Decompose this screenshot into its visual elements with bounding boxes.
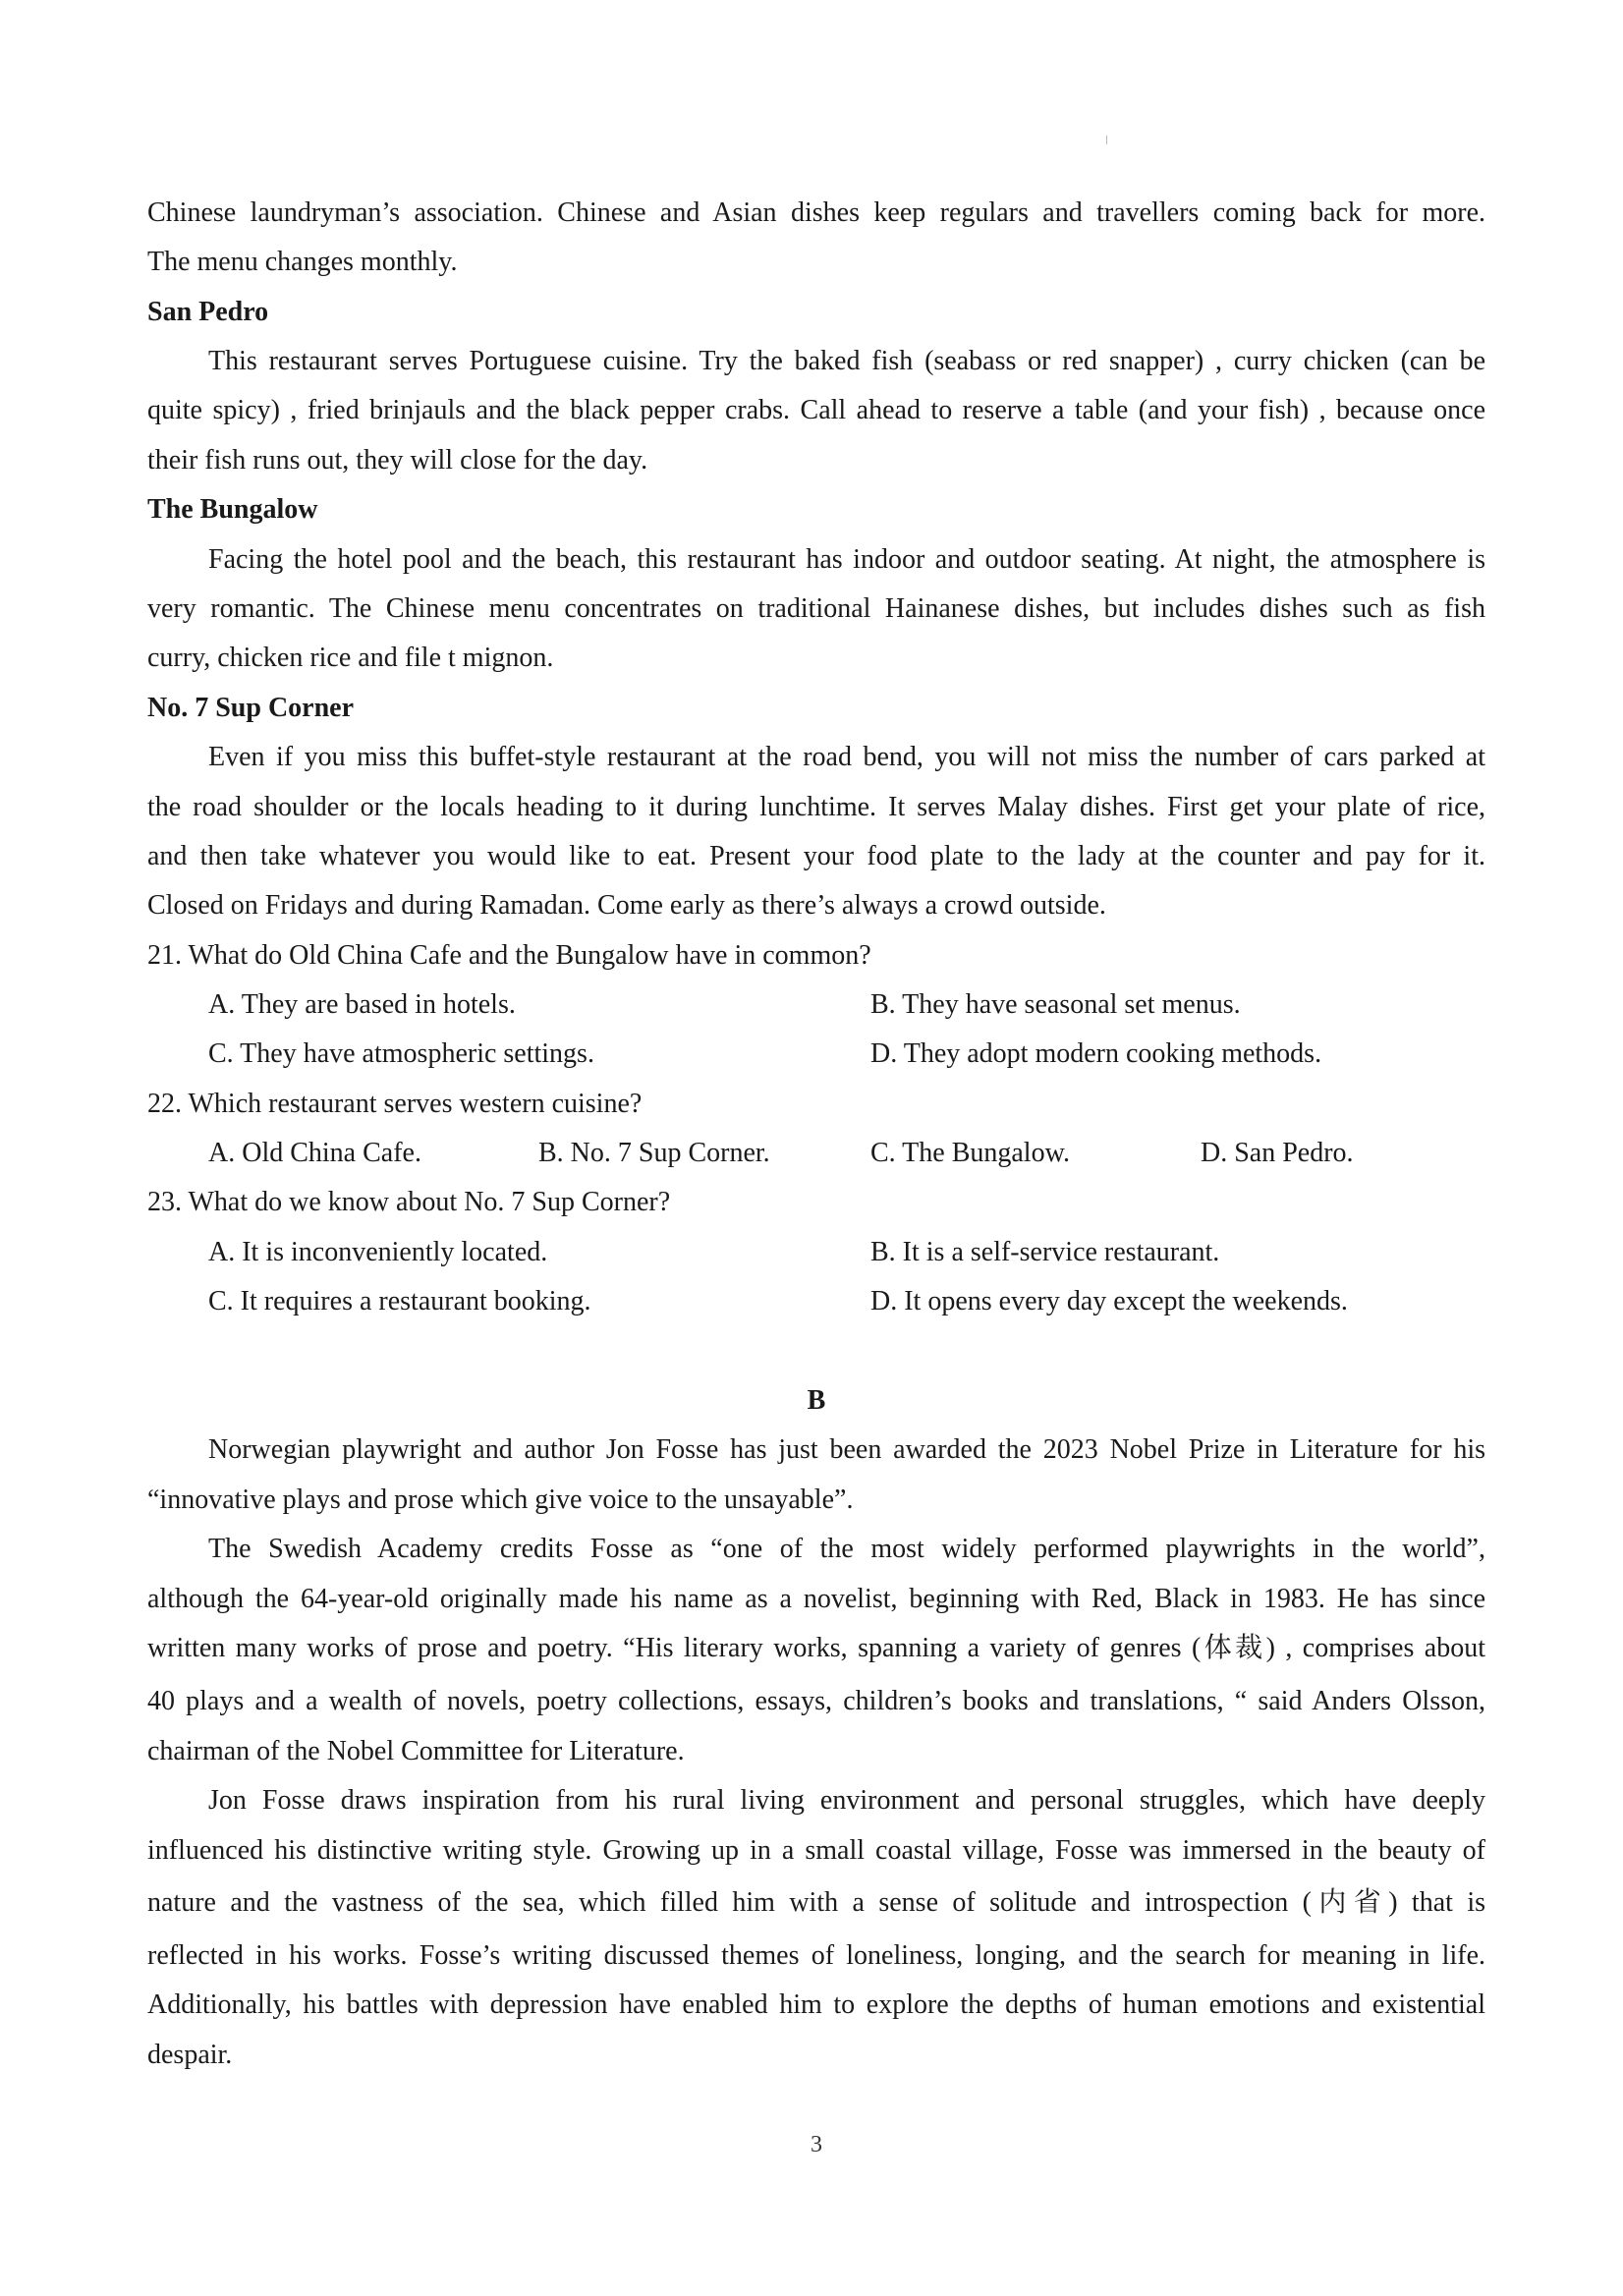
option-d[interactable]: D. It opens every day except the weekends. (870, 1286, 1348, 1316)
paragraph-line: written many works of prose and poetry. “His literary works, spanning a variety of genres (体裁) , comprises about (147, 1633, 1485, 1663)
intro-line: The menu changes monthly. (147, 247, 458, 277)
option-b[interactable]: B. It is a self-service restaurant. (870, 1237, 1220, 1267)
option-d[interactable]: D. They adopt modern cooking methods. (870, 1038, 1322, 1069)
paragraph-line: curry, chicken rice and file t mignon. (147, 643, 554, 673)
paragraph-line: despair. (147, 2040, 233, 2070)
option-a[interactable]: A. They are based in hotels. (208, 989, 516, 1020)
paragraph-line: reflected in his works. Fosse’s writing discussed themes of loneliness, longing, and the search for meaning in life. (147, 1940, 1485, 1971)
intro-line: Chinese laundryman’s association. Chinese and Asian dishes keep regulars and travellers coming back for more. (147, 197, 1485, 228)
option-c[interactable]: C. It requires a restaurant booking. (208, 1286, 591, 1316)
paragraph-line: Jon Fosse draws inspiration from his rural living environment and personal struggles, which have deeply (208, 1785, 1485, 1816)
paragraph-line: chairman of the Nobel Committee for Literature. (147, 1736, 685, 1766)
paragraph-line: Facing the hotel pool and the beach, this restaurant has indoor and outdoor seating. At night, the atmosphere is (208, 544, 1485, 575)
paragraph-line: their fish runs out, they will close for the day. (147, 445, 648, 476)
question-stem: 21. What do Old China Cafe and the Bungalow have in common? (147, 940, 871, 971)
restaurant-title-sup-corner: No. 7 Sup Corner (147, 693, 355, 723)
paragraph-line: Norwegian playwright and author Jon Fosse has just been awarded the 2023 Nobel Prize in Literature for his (208, 1434, 1485, 1465)
paragraph-line: very romantic. The Chinese menu concentrates on traditional Hainanese dishes, but includes dishes such as fish (147, 593, 1485, 624)
scan-mark (1106, 136, 1107, 144)
paragraph-line: nature and the vastness of the sea, which filled him with a sense of solitude and introspection (内省) that is (147, 1887, 1485, 1918)
option-b[interactable]: B. They have seasonal set menus. (870, 989, 1241, 1020)
paragraph-line: Additionally, his battles with depression have enabled him to explore the depths of human emotions and existential (147, 1989, 1485, 2020)
question-stem: 23. What do we know about No. 7 Sup Corner? (147, 1187, 671, 1217)
paragraph-line: although the 64-year-old originally made his name as a novelist, beginning with Red, Black in 1983. He has since (147, 1584, 1485, 1614)
paragraph-line: the road shoulder or the locals heading to it during lunchtime. It serves Malay dishes. First get your plate of rice, (147, 792, 1485, 822)
question-stem: 22. Which restaurant serves western cuisine? (147, 1089, 643, 1119)
restaurant-title-san-pedro: San Pedro (147, 297, 269, 327)
paragraph-line: and then take whatever you would like to eat. Present your food plate to the lady at the counter and pay for it. (147, 841, 1485, 871)
option-a[interactable]: A. It is inconveniently located. (208, 1237, 548, 1267)
option-c[interactable]: C. The Bungalow. (870, 1138, 1070, 1168)
page-number: 3 (811, 2132, 822, 2157)
option-c[interactable]: C. They have atmospheric settings. (208, 1038, 594, 1069)
section-heading-b: B (807, 1385, 826, 1416)
paragraph-line: 40 plays and a wealth of novels, poetry collections, essays, children’s books and translations, “ said Anders Olsson, (147, 1686, 1485, 1716)
paragraph-line: Closed on Fridays and during Ramadan. Come early as there’s always a crowd outside. (147, 890, 1106, 921)
restaurant-title-bungalow: The Bungalow (147, 494, 318, 525)
paragraph-line: Even if you miss this buffet-style restaurant at the road bend, you will not miss the number of cars parked at (208, 742, 1485, 772)
option-a[interactable]: A. Old China Cafe. (208, 1138, 421, 1168)
paragraph-line: “innovative plays and prose which give voice to the unsayable”. (147, 1484, 854, 1515)
paragraph-line: quite spicy) , fried brinjauls and the black pepper crabs. Call ahead to reserve a table (and your fish) , because once (147, 395, 1485, 425)
option-b[interactable]: B. No. 7 Sup Corner. (538, 1138, 770, 1168)
paragraph-line: This restaurant serves Portuguese cuisine. Try the baked fish (seabass or red snapper) , curry chicken (can be (208, 346, 1485, 376)
option-d[interactable]: D. San Pedro. (1201, 1138, 1354, 1168)
paragraph-line: The Swedish Academy credits Fosse as “one of the most widely performed playwrights in the world”, (208, 1534, 1485, 1564)
paragraph-line: influenced his distinctive writing style. Growing up in a small coastal village, Fosse was immersed in the beauty of (147, 1835, 1485, 1866)
